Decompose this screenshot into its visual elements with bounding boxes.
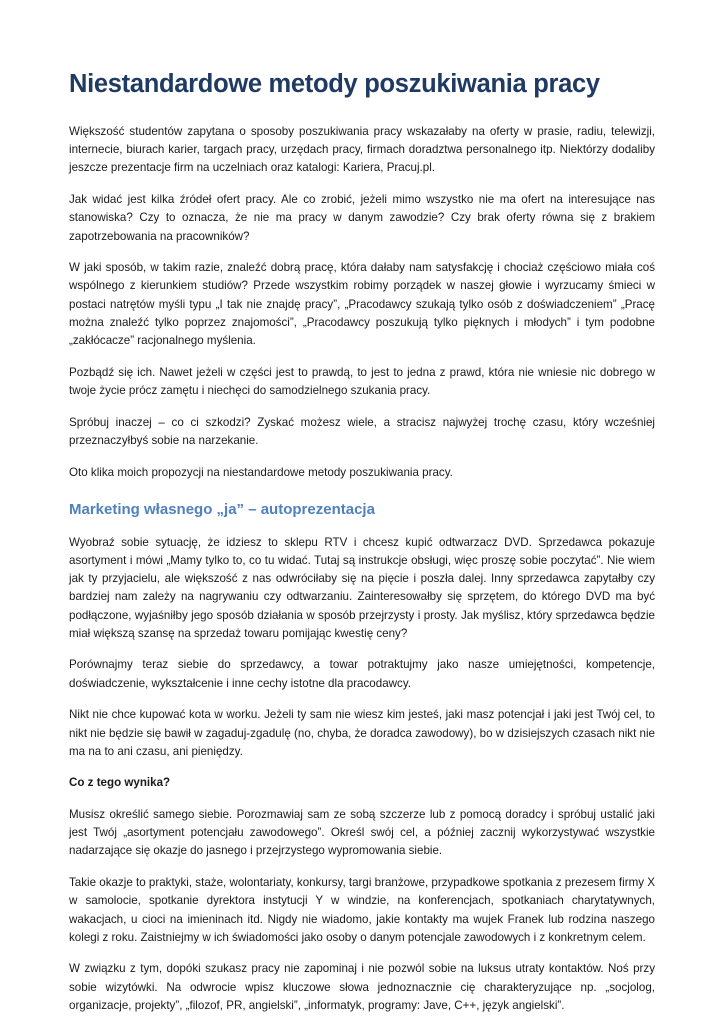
- section-paragraph: Wyobraź sobie sytuację, że idziesz to sklepu RTV i chcesz kupić odtwarzacz DVD. Sprzedawca pokazuje asortyment i mówi „Mamy tylko to, co tu widać. Tutaj są instrukcje obsługi, więc proszę sobie poczytać”. Nie wiem jak ty przyjacielu, ale większość z nas odwróciłaby się na pięcie i poszła dalej. Inny sprzedawca zapytałby czy bardziej nam zależy na nagrywaniu czy odtwarzaniu. Zainteresowałby się sprzętem, do którego DVD ma być podłączone, wyjaśniłby jego sposób działania w sposób przejrzysty i prosty. Jak myślisz, który sprzedawca będzie miał większą szansę na sprzedaż towaru pomijając kwestię ceny?: [69, 535, 655, 640]
- section-paragraph: Porównajmy teraz siebie do sprzedawcy, a towar potraktujmy jako nasze umiejętności, kompetencje, doświadczenie, wykształcenie i inne cechy istotne dla pracodawcy.: [69, 658, 655, 690]
- subheading-conclusion: Co z tego wynika?: [69, 776, 171, 790]
- section-heading-marketing: Marketing własnego „ja” – autoprezentacja: [69, 500, 375, 518]
- section-paragraph: W związku z tym, dopóki szukasz pracy nie zapominaj i nie pozwól sobie na luksus utraty kontaktów. Noś przy sobie wizytówki. Na odwrocie wpisz kluczowe słowa jednoznacznie cię charakteryzujące np. „socjolog, organizacje, projekty”, „filozof, PR, angielski”, „informatyk, programy: Jave, C++, język angielski”.: [69, 962, 655, 1012]
- page-title: Niestandardowe metody poszukiwania pracy: [69, 70, 600, 98]
- intro-paragraph: Większość studentów zapytana o sposoby poszukiwania pracy wskazałaby na oferty w prasie, radiu, telewizji, internecie, biurach karier, targach pracy, urzędach pracy, firmach doradztwa personalnego itp. Niektórzy dodaliby jeszcze prezentacje firm na uczelniach oraz katalogi: Kariera, Pracuj.pl.: [69, 125, 655, 175]
- intro-paragraph: Spróbuj inaczej – co ci szkodzi? Zyskać możesz wiele, a stracisz najwyżej trochę czasu, który wcześniej przeznaczyłbyś sobie na narzekanie.: [69, 415, 655, 447]
- section-paragraph: Nikt nie chce kupować kota w worku. Jeżeli ty sam nie wiesz kim jesteś, jaki masz potencjał i jaki jest Twój cel, to nikt nie będzie się bawił w zagaduj-zgadulę (no, chyba, że doradca zawodowy), bo w dzisiejszych czasach nikt nie ma na to ani czasu, ani pieniędzy.: [69, 708, 655, 758]
- section-paragraph: Takie okazje to praktyki, staże, wolontariaty, konkursy, targi branżowe, przypadkowe spotkania z prezesem firmy X w samolocie, spotkanie dyrektora instytucji Y w windzie, na konferencjach, spotkaniach charytatywnych, wakacjach, u cioci na imieninach itd. Nigdy nie wiadomo, jakie kontakty ma wujek Franek lub rodzina naszego kolegi z roku. Zaistniejmy w ich świadomości jako osoby o danym potencjale zawodowych i z konkretnym celem.: [69, 876, 655, 944]
- intro-paragraph: Oto klika moich propozycji na niestandardowe metody poszukiwania pracy.: [69, 465, 453, 479]
- intro-paragraph: W jaki sposób, w takim razie, znaleźć dobrą pracę, która dałaby nam satysfakcję i chociaż częściowo miała coś wspólnego z kierunkiem studiów? Przede wszystkim robimy porządek w naszej głowie i wyrzucamy śmieci w postaci natrętów myśli typu „I tak nie znajdę pracy”, „Pracodawcy szukają tylko osób z doświadczeniem” „Pracę można znaleźć tylko poprzez znajomości”, „Pracodawcy poszukują tylko pięknych i młodych” i tym podobne „zakłócacze” racjonalnego myślenia.: [69, 261, 655, 348]
- section-paragraph: Musisz określić samego siebie. Porozmawiaj sam ze sobą szczerze lub z pomocą doradcy i spróbuj ustalić jaki jest Twój „asortyment potencjału zawodowego”. Określ swój cel, a później zacznij wykorzystywać wszystkie nadarzające się okazje do jasnego i przejrzystego wypromowania siebie.: [69, 807, 655, 858]
- document-page: [69, 68, 655, 1029]
- intro-paragraph: Pozbądź się ich. Nawet jeżeli w części jest to prawdą, to jest to jedna z prawd, która nie wniesie nic dobrego w twoje życie prócz zamętu i niechęci do samodzielnego szukania pracy.: [69, 365, 655, 397]
- intro-paragraph: Jak widać jest kilka źródeł ofert pracy. Ale co zrobić, jeżeli mimo wszystko nie ma ofert na interesujące nas stanowiska? Czy to oznacza, że nie ma pracy w danym zawodzie? Czy brak oferty równa się z brakiem zapotrzebowania na pracowników?: [69, 193, 655, 243]
